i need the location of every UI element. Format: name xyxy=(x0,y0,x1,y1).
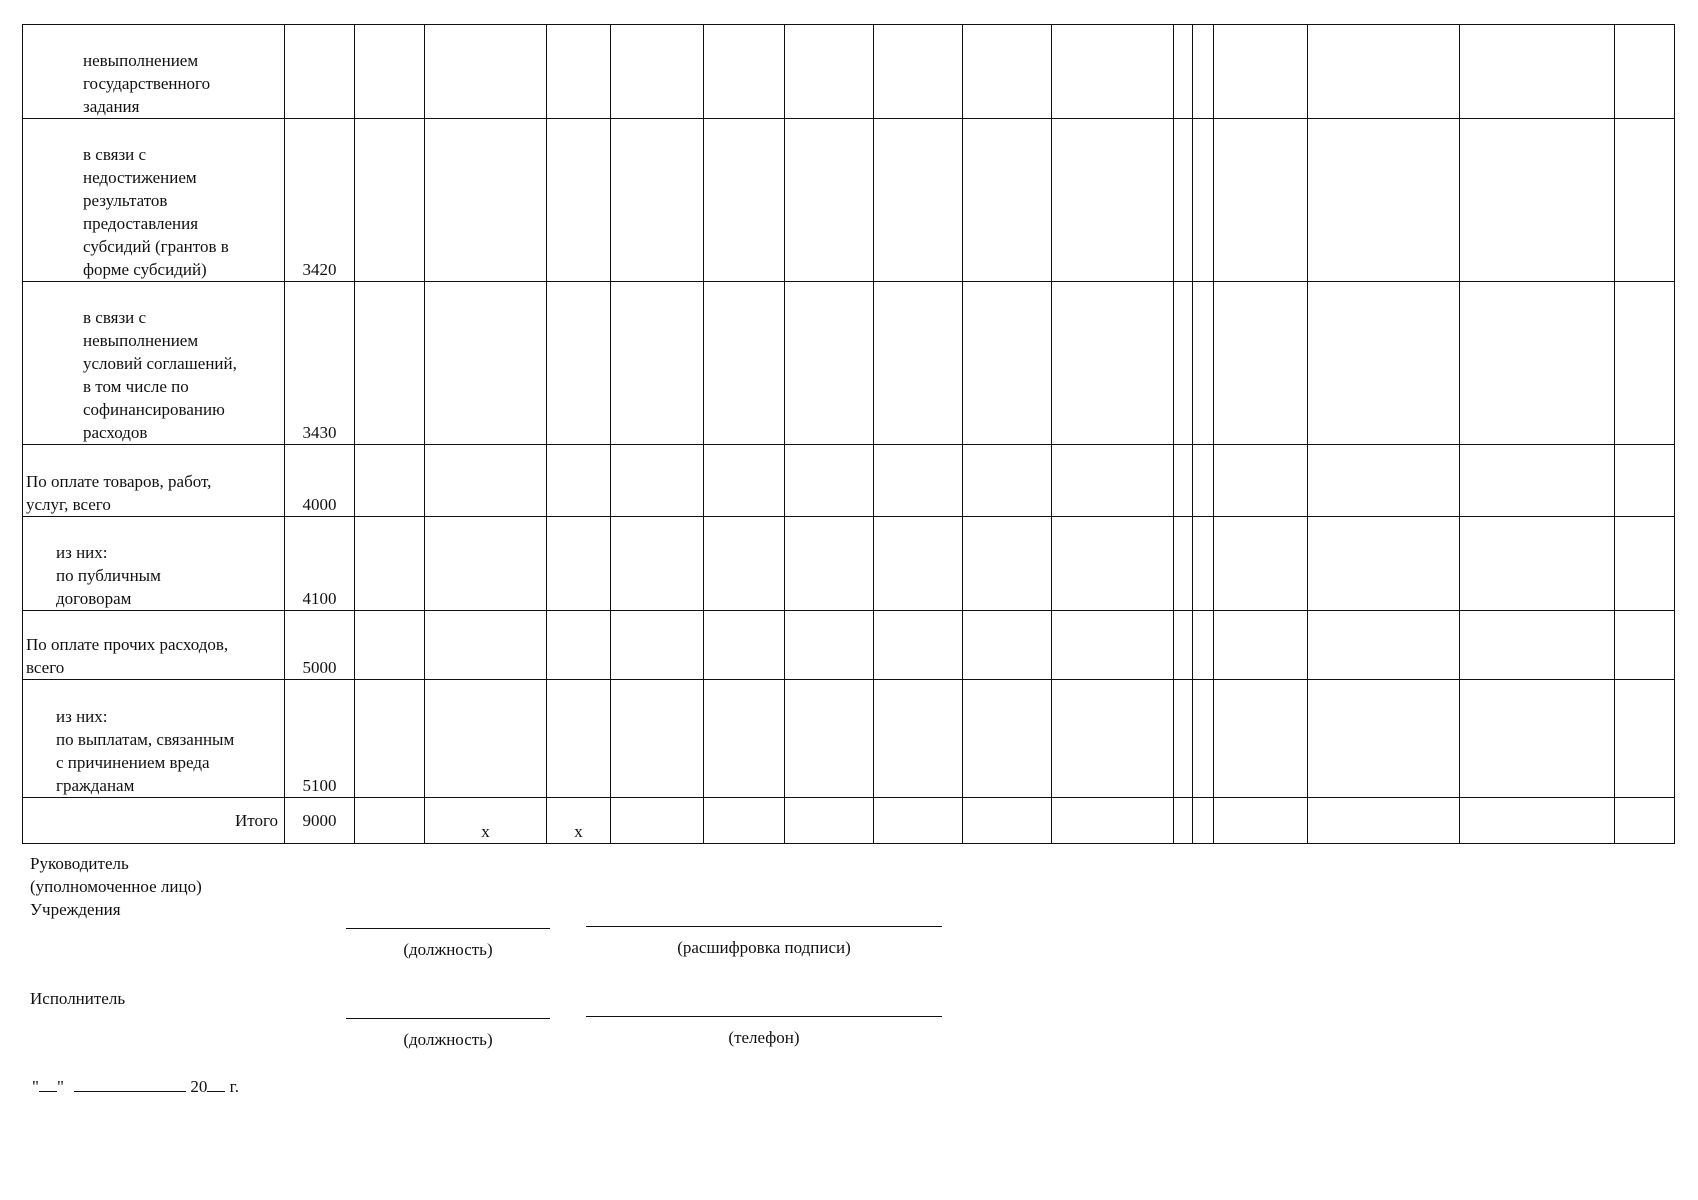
table-cell xyxy=(1052,680,1174,798)
table-cell xyxy=(1193,25,1214,119)
table-cell xyxy=(1308,119,1460,282)
executor-phone-caption: (телефон) xyxy=(728,1028,800,1047)
head-decode-caption: (расшифровка подписи) xyxy=(677,938,851,957)
table-cell xyxy=(547,611,611,680)
table-cell xyxy=(785,517,874,611)
table-cell xyxy=(355,517,425,611)
table-cell xyxy=(611,25,704,119)
table-cell xyxy=(1174,119,1193,282)
total-cell xyxy=(1052,798,1174,844)
table-cell xyxy=(355,119,425,282)
executor-label: Исполнитель xyxy=(30,989,126,1008)
table-cell xyxy=(963,282,1052,445)
table-cell xyxy=(963,517,1052,611)
table-cell xyxy=(1460,282,1615,445)
total-cell xyxy=(1193,798,1214,844)
total-cell: x xyxy=(425,798,547,844)
table-cell xyxy=(1193,680,1214,798)
head-label: Руководитель (уполномоченное лицо) Учреждения xyxy=(30,854,202,919)
table-cell xyxy=(1308,680,1460,798)
table-cell xyxy=(704,680,785,798)
table-cell xyxy=(785,25,874,119)
table-cell xyxy=(874,611,963,680)
table-cell xyxy=(704,611,785,680)
table-cell xyxy=(1193,445,1214,517)
table-row xyxy=(23,611,1675,680)
table-cell xyxy=(1052,445,1174,517)
table-cell xyxy=(1214,611,1308,680)
total-cell xyxy=(1174,798,1193,844)
table-cell xyxy=(1052,611,1174,680)
row-label: в связи с невыполнением условий соглашений, в том числе по софинансированию расходов xyxy=(23,282,285,445)
row-code: 5000 xyxy=(285,611,355,680)
table-cell xyxy=(1174,517,1193,611)
table-cell xyxy=(1052,517,1174,611)
table-cell xyxy=(874,680,963,798)
table-cell xyxy=(874,282,963,445)
table-cell xyxy=(1615,25,1675,119)
table-cell xyxy=(611,611,704,680)
date-day-blank xyxy=(39,1077,57,1092)
total-row xyxy=(23,798,1675,844)
table-cell xyxy=(1308,517,1460,611)
total-cell xyxy=(704,798,785,844)
table-cell xyxy=(1174,611,1193,680)
total-cell xyxy=(611,798,704,844)
table-cell xyxy=(963,25,1052,119)
table-row xyxy=(23,119,1675,282)
table-cell xyxy=(1193,517,1214,611)
row-label: из них: по выплатам, связанным с причинением вреда гражданам xyxy=(23,680,285,798)
table-cell xyxy=(611,119,704,282)
table-cell xyxy=(704,282,785,445)
table-cell xyxy=(611,517,704,611)
table-cell xyxy=(785,611,874,680)
table-cell xyxy=(1460,680,1615,798)
row-label: невыполнением государственного задания xyxy=(23,25,285,119)
table-cell xyxy=(425,25,547,119)
table-body xyxy=(23,25,1675,844)
table-cell xyxy=(425,119,547,282)
date-month-blank xyxy=(74,1077,186,1092)
total-cell xyxy=(785,798,874,844)
table-cell xyxy=(963,119,1052,282)
table-cell xyxy=(785,445,874,517)
table-cell xyxy=(874,25,963,119)
table-cell xyxy=(425,611,547,680)
table-cell xyxy=(1193,282,1214,445)
table-cell xyxy=(611,445,704,517)
date-close-quote: " xyxy=(56,1077,64,1096)
date-line xyxy=(32,1077,239,1097)
table-cell xyxy=(1214,25,1308,119)
total-cell xyxy=(355,798,425,844)
table-cell xyxy=(1214,680,1308,798)
head-position-line xyxy=(346,928,550,929)
table-cell xyxy=(704,517,785,611)
row-code: 3420 xyxy=(285,119,355,282)
table-cell xyxy=(704,119,785,282)
table-cell xyxy=(1052,282,1174,445)
table-cell xyxy=(1615,680,1675,798)
total-cell xyxy=(1615,798,1675,844)
table-cell xyxy=(1193,611,1214,680)
table-cell xyxy=(874,517,963,611)
executor-position-caption: (должность) xyxy=(403,1030,493,1049)
table-cell xyxy=(355,282,425,445)
table-cell xyxy=(547,680,611,798)
table-cell xyxy=(963,611,1052,680)
table-cell xyxy=(1308,25,1460,119)
table-cell xyxy=(1214,517,1308,611)
table-cell xyxy=(425,282,547,445)
total-code: 9000 xyxy=(285,798,355,844)
table-cell xyxy=(1193,119,1214,282)
table-cell xyxy=(1460,611,1615,680)
table-cell xyxy=(1460,517,1615,611)
executor-phone-line xyxy=(586,1016,942,1017)
table-cell xyxy=(611,680,704,798)
table-cell xyxy=(1174,25,1193,119)
table-cell xyxy=(1460,25,1615,119)
table-cell xyxy=(1615,611,1675,680)
table-cell xyxy=(355,611,425,680)
total-cell xyxy=(963,798,1052,844)
row-label: По оплате товаров, работ, услуг, всего xyxy=(23,445,285,517)
table-cell xyxy=(611,282,704,445)
table-cell xyxy=(1308,282,1460,445)
table-cell xyxy=(1214,282,1308,445)
total-cell: x xyxy=(547,798,611,844)
table-cell xyxy=(785,119,874,282)
table-cell xyxy=(963,445,1052,517)
table-cell xyxy=(874,445,963,517)
table-cell xyxy=(355,680,425,798)
table-row xyxy=(23,680,1675,798)
table-cell xyxy=(425,517,547,611)
total-cell xyxy=(874,798,963,844)
table-cell xyxy=(785,680,874,798)
row-code xyxy=(285,25,355,119)
table-cell xyxy=(547,517,611,611)
table-row xyxy=(23,282,1675,445)
table-cell xyxy=(1615,282,1675,445)
table-cell xyxy=(355,445,425,517)
table-cell xyxy=(547,119,611,282)
table-cell xyxy=(1174,445,1193,517)
row-code: 3430 xyxy=(285,282,355,445)
table-cell xyxy=(425,445,547,517)
total-cell xyxy=(1460,798,1615,844)
row-label: По оплате прочих расходов, всего xyxy=(23,611,285,680)
executor-position-line xyxy=(346,1018,550,1019)
table-cell xyxy=(1052,119,1174,282)
table-cell xyxy=(1615,445,1675,517)
date-year-blank xyxy=(207,1077,225,1092)
table-row xyxy=(23,517,1675,611)
table-row xyxy=(23,25,1675,119)
date-open-quote: " xyxy=(32,1077,39,1096)
total-label: Итого xyxy=(23,798,285,844)
total-cell xyxy=(1308,798,1460,844)
table-cell xyxy=(874,119,963,282)
report-table xyxy=(22,24,1675,844)
table-cell xyxy=(547,282,611,445)
table-cell xyxy=(963,680,1052,798)
table-cell xyxy=(704,25,785,119)
table-cell xyxy=(1460,119,1615,282)
date-year-prefix: 20 xyxy=(190,1077,208,1096)
table-cell xyxy=(1308,445,1460,517)
row-code: 4100 xyxy=(285,517,355,611)
table-cell xyxy=(1460,445,1615,517)
row-code: 5100 xyxy=(285,680,355,798)
table-cell xyxy=(1174,282,1193,445)
table-cell xyxy=(1308,611,1460,680)
table-cell xyxy=(425,680,547,798)
table-cell xyxy=(547,25,611,119)
table-cell xyxy=(1214,119,1308,282)
table-cell xyxy=(1214,445,1308,517)
row-label: в связи с недостижением результатов предоставления субсидий (грантов в форме субсидий) xyxy=(23,119,285,282)
row-code: 4000 xyxy=(285,445,355,517)
date-suffix: г. xyxy=(229,1077,239,1096)
table-cell xyxy=(1615,517,1675,611)
table-row xyxy=(23,445,1675,517)
table-cell xyxy=(1174,680,1193,798)
table-cell xyxy=(355,25,425,119)
table-cell xyxy=(1052,25,1174,119)
row-label: из них: по публичным договорам xyxy=(23,517,285,611)
head-position-caption: (должность) xyxy=(403,940,493,959)
table-cell xyxy=(785,282,874,445)
table-cell xyxy=(547,445,611,517)
head-decode-line xyxy=(586,926,942,927)
table-cell xyxy=(1615,119,1675,282)
total-cell xyxy=(1214,798,1308,844)
table-cell xyxy=(704,445,785,517)
